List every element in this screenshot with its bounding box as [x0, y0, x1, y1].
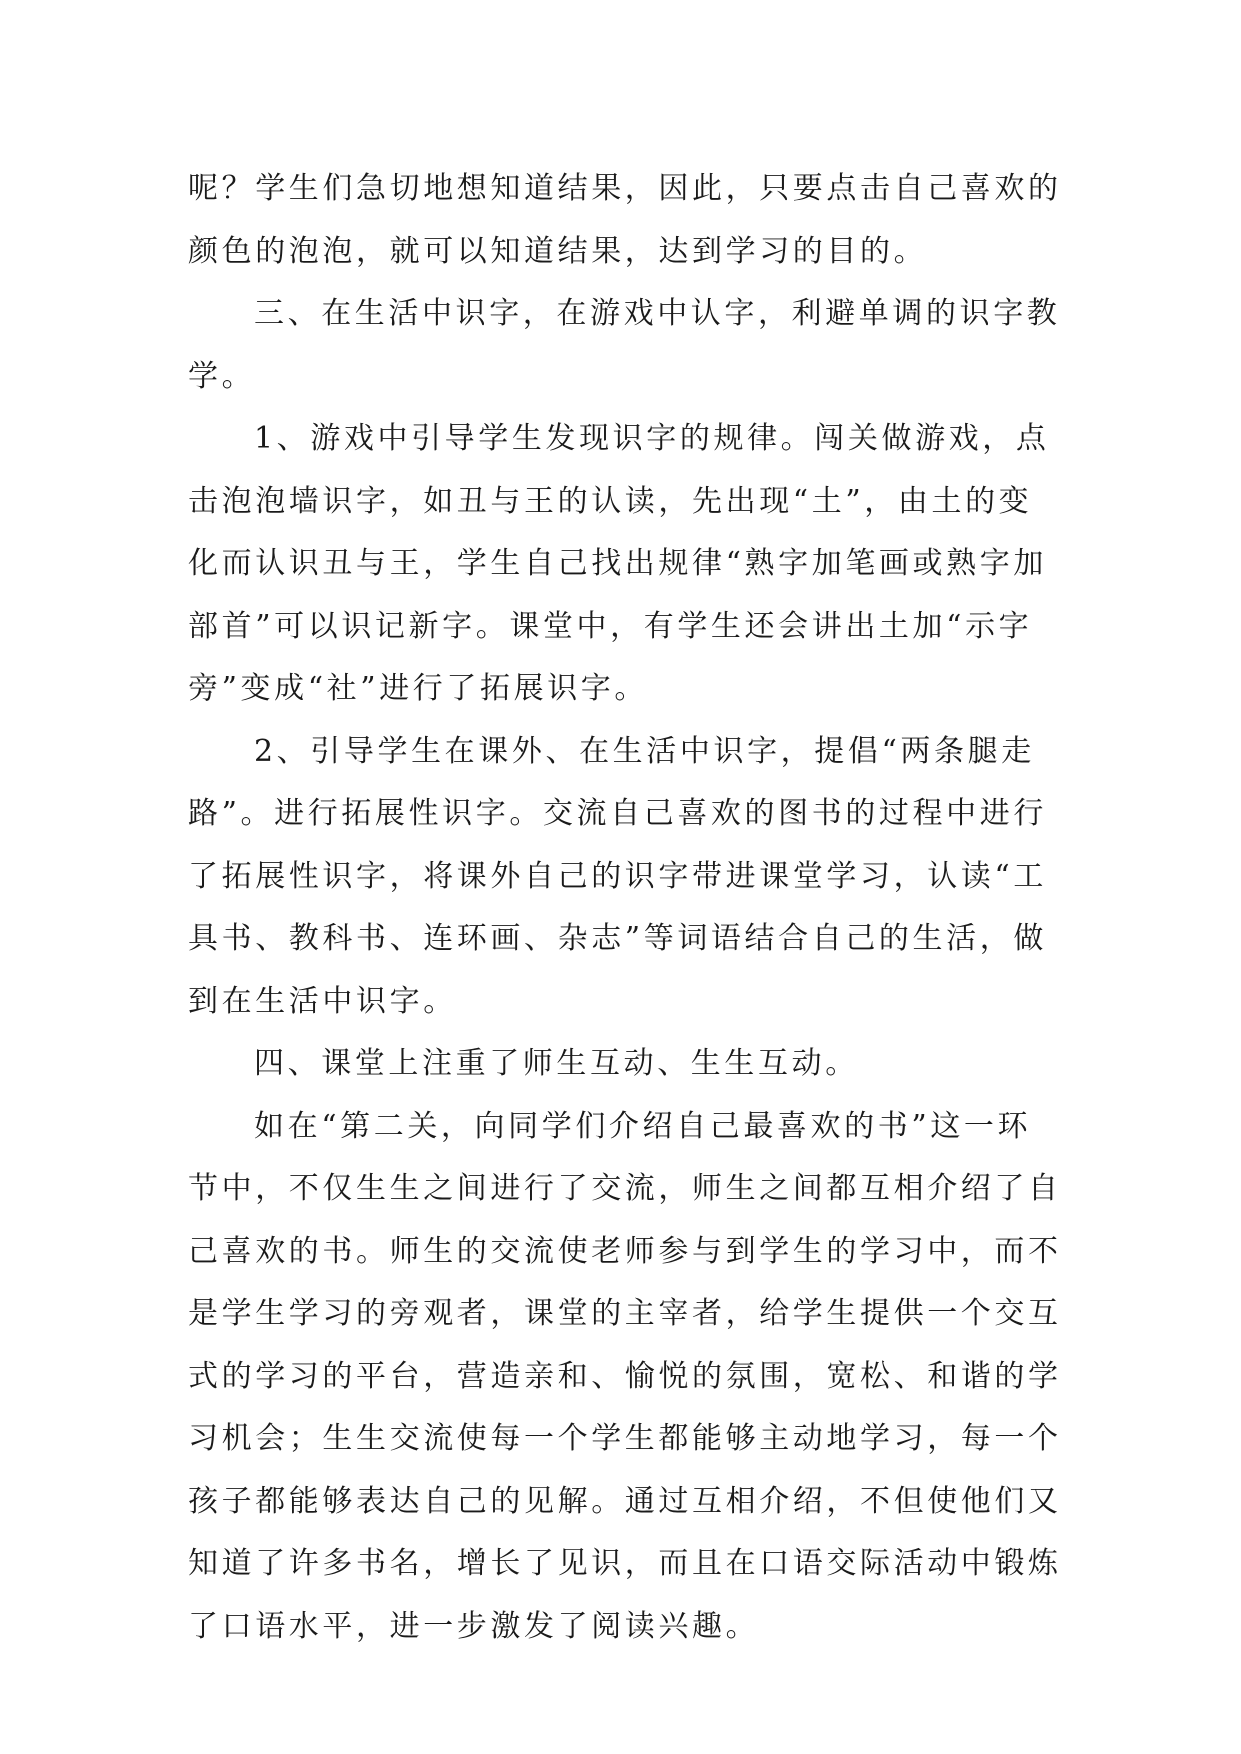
- text-line: 化而认识丑与王，学生自己找出规律“熟字加笔画或熟字加: [188, 546, 1047, 581]
- paragraph: [188, 158, 1062, 283]
- text-line: 习机会；生生交流使每一个学生都能够主动地学习，每一个: [188, 1421, 1062, 1456]
- text-line: 式的学习的平台，营造亲和、愉悦的氛围，宽松、和谐的学: [188, 1358, 1062, 1394]
- text-line: 知道了许多书名，增长了见识，而且在口语交际活动中锻炼: [188, 1546, 1062, 1581]
- text-line: 如在“第二关，向同学们介绍自己最喜欢的书”这一环: [254, 1108, 1032, 1144]
- text-line: 旁”变成“社”进行了拓展识字。: [188, 671, 649, 706]
- paragraph: [188, 721, 1058, 1034]
- text-line: 到在生活中识字。: [188, 983, 457, 1019]
- text-line: 了口语水平，进一步激发了阅读兴趣。: [188, 1608, 760, 1644]
- text-line: 三、在生活中识字，在游戏中认字，利避单调的识字教: [254, 296, 1061, 331]
- text-line: 路”。进行拓展性识字。交流自己喜欢的图书的过程中进行: [188, 796, 1047, 831]
- text-line: 2、引导学生在课外、在生活中识字，提倡“两条腿走: [254, 733, 1035, 769]
- text-line: 了拓展性识字，将课外自己的识字带进课堂学习，认读“工: [188, 858, 1047, 894]
- text-line: 节中，不仅生生之间进行了交流，师生之间都互相介绍了自: [188, 1171, 1062, 1206]
- paragraph: [188, 1033, 1058, 1096]
- text-line: 呢？学生们急切地想知道结果，因此，只要点击自己喜欢的: [188, 171, 1062, 206]
- text-line: 四、课堂上注重了师生互动、生生互动。: [254, 1046, 859, 1081]
- paragraph: [188, 408, 1058, 721]
- text-line: 击泡泡墙识字，如丑与王的认读，先出现“土”，由土的变: [188, 483, 1033, 519]
- paragraph: [188, 283, 1061, 408]
- text-line: 己喜欢的书。师生的交流使老师参与到学生的学习中，而不: [188, 1233, 1062, 1269]
- text-line: 颜色的泡泡，就可以知道结果，达到学习的目的。: [188, 233, 928, 269]
- text-line: 具书、教科书、连环画、杂志”等词语结合自己的生活，做: [188, 921, 1047, 956]
- text-line: 孩子都能够表达自己的见解。通过互相介绍，不但使他们又: [188, 1483, 1062, 1519]
- document-body: [188, 158, 1062, 1658]
- text-line: 是学生学习的旁观者，课堂的主宰者，给学生提供一个交互: [188, 1296, 1062, 1331]
- text-line: 部首”可以识记新字。课堂中，有学生还会讲出土加“示字: [188, 608, 1033, 644]
- paragraph: [188, 1096, 1062, 1659]
- text-line: 学。: [188, 358, 256, 394]
- text-line: 1、游戏中引导学生发现识字的规律。闯关做游戏，点: [254, 421, 1050, 456]
